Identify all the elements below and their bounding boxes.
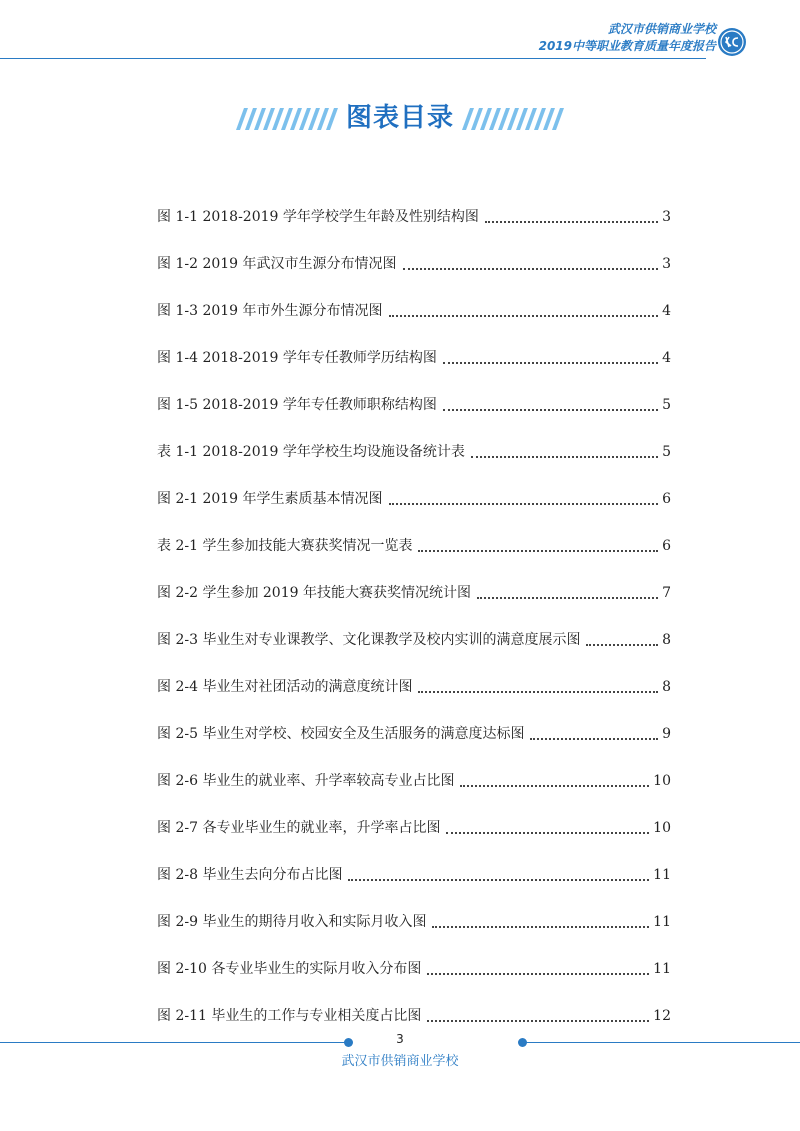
toc-entry[interactable] bbox=[157, 767, 671, 791]
toc-leader-dots bbox=[530, 737, 658, 740]
toc-entry-label: 图 2-1 2019 年学生素质基本情况图 bbox=[157, 491, 383, 507]
toc-leader-dots bbox=[348, 878, 649, 881]
toc-entry[interactable] bbox=[157, 955, 671, 979]
toc-entry-label: 图 1-5 2018-2019 学年专任教师职称结构图 bbox=[157, 397, 437, 413]
toc-entry[interactable] bbox=[157, 532, 671, 556]
toc-entry-label: 表 1-1 2018-2019 学年学校生均设施设备统计表 bbox=[157, 444, 465, 460]
toc-leader-dots bbox=[443, 408, 658, 411]
header-report-title: 2019中等职业教育质量年度报告 bbox=[538, 39, 716, 53]
page-number: 3 bbox=[396, 1032, 404, 1046]
toc-entry[interactable] bbox=[157, 203, 671, 227]
toc-entry-page: 10 bbox=[653, 773, 671, 789]
page-title: 图表目录 bbox=[345, 103, 454, 133]
toc-leader-dots bbox=[446, 831, 649, 834]
toc-entry-label: 图 2-3 毕业生对专业课教学、文化课教学及校内实训的满意度展示图 bbox=[157, 632, 581, 648]
toc-leader-dots bbox=[418, 690, 658, 693]
toc-entry-label: 图 2-5 毕业生对学校、校园安全及生活服务的满意度达标图 bbox=[157, 726, 525, 742]
toc-entry-label: 图 2-4 毕业生对社团活动的满意度统计图 bbox=[157, 679, 413, 695]
toc-leader-dots bbox=[586, 643, 658, 646]
toc-entry-page: 10 bbox=[653, 820, 671, 836]
toc-entry-label: 图 1-2 2019 年武汉市生源分布情况图 bbox=[157, 256, 397, 272]
toc-entry-page: 9 bbox=[662, 726, 671, 742]
footer-rule-right bbox=[526, 1042, 800, 1043]
toc-entry-label: 图 2-2 学生参加 2019 年技能大赛获奖情况统计图 bbox=[157, 585, 471, 601]
footer-school-name: 武汉市供销商业学校 bbox=[341, 1054, 459, 1069]
toc-leader-dots bbox=[432, 925, 649, 928]
toc-entry[interactable] bbox=[157, 673, 671, 697]
toc-entry[interactable] bbox=[157, 250, 671, 274]
toc-entry-label: 图 2-8 毕业生去向分布占比图 bbox=[157, 867, 343, 883]
title-decoration-right bbox=[462, 108, 568, 130]
toc-entry-label: 图 2-7 各专业毕业生的就业率，升学率占比图 bbox=[157, 820, 441, 836]
toc-leader-dots bbox=[485, 220, 658, 223]
footer-rule-left bbox=[0, 1042, 345, 1043]
toc-leader-dots bbox=[389, 314, 659, 317]
toc-entry-page: 7 bbox=[662, 585, 671, 601]
toc-leader-dots bbox=[427, 1019, 649, 1022]
toc-entry-page: 8 bbox=[662, 632, 671, 648]
school-emblem-icon bbox=[717, 27, 747, 57]
title-decoration-left bbox=[236, 108, 342, 130]
header-rule bbox=[0, 58, 706, 59]
toc-entry[interactable] bbox=[157, 344, 671, 368]
toc-entry[interactable] bbox=[157, 579, 671, 603]
toc-entry-page: 3 bbox=[662, 256, 671, 272]
toc-entry-label: 表 2-1 学生参加技能大赛获奖情况一览表 bbox=[157, 538, 413, 554]
toc-entry-page: 6 bbox=[662, 491, 671, 507]
toc-entry-page: 8 bbox=[662, 679, 671, 695]
toc-entry-page: 11 bbox=[653, 961, 671, 977]
toc-leader-dots bbox=[418, 549, 658, 552]
toc-entry[interactable] bbox=[157, 861, 671, 885]
toc-entry-page: 12 bbox=[653, 1008, 671, 1024]
toc-entry-page: 11 bbox=[653, 867, 671, 883]
toc-entry-page: 4 bbox=[662, 350, 671, 366]
toc-leader-dots bbox=[471, 455, 658, 458]
toc-leader-dots bbox=[460, 784, 649, 787]
footer-dot-left bbox=[344, 1038, 353, 1047]
toc-entry-label: 图 1-1 2018-2019 学年学校学生年龄及性别结构图 bbox=[157, 209, 479, 225]
toc-entry-label: 图 1-4 2018-2019 学年专任教师学历结构图 bbox=[157, 350, 437, 366]
toc-entry-page: 4 bbox=[662, 303, 671, 319]
toc-entry-label: 图 1-3 2019 年市外生源分布情况图 bbox=[157, 303, 383, 319]
toc-entry-label: 图 2-10 各专业毕业生的实际月收入分布图 bbox=[157, 961, 422, 977]
toc-entry[interactable] bbox=[157, 626, 671, 650]
toc-entry[interactable] bbox=[157, 297, 671, 321]
header-text bbox=[539, 21, 716, 55]
toc-entry[interactable] bbox=[157, 720, 671, 744]
toc-leader-dots bbox=[403, 267, 659, 270]
toc-entry-label: 图 2-9 毕业生的期待月收入和实际月收入图 bbox=[157, 914, 427, 930]
page-header bbox=[0, 0, 800, 70]
toc-leader-dots bbox=[427, 972, 649, 975]
toc-leader-dots bbox=[477, 596, 658, 599]
toc-entry-label: 图 2-6 毕业生的就业率、升学率较高专业占比图 bbox=[157, 773, 455, 789]
toc-entry[interactable] bbox=[157, 1002, 671, 1026]
toc-entry-label: 图 2-11 毕业生的工作与专业相关度占比图 bbox=[157, 1008, 422, 1024]
toc-entry-page: 5 bbox=[662, 444, 671, 460]
toc-entry-page: 5 bbox=[662, 397, 671, 413]
toc-entry[interactable] bbox=[157, 438, 671, 462]
toc-entry-page: 11 bbox=[653, 914, 671, 930]
toc-entry[interactable] bbox=[157, 391, 671, 415]
toc-entry[interactable] bbox=[157, 485, 671, 509]
toc-entry[interactable] bbox=[157, 814, 671, 838]
toc-entry-page: 6 bbox=[662, 538, 671, 554]
header-school-name: 武汉市供销商业学校 bbox=[607, 22, 716, 36]
toc-leader-dots bbox=[443, 361, 658, 364]
toc-entry-page: 3 bbox=[662, 209, 671, 225]
toc-entry[interactable] bbox=[157, 908, 671, 932]
toc-leader-dots bbox=[389, 502, 659, 505]
